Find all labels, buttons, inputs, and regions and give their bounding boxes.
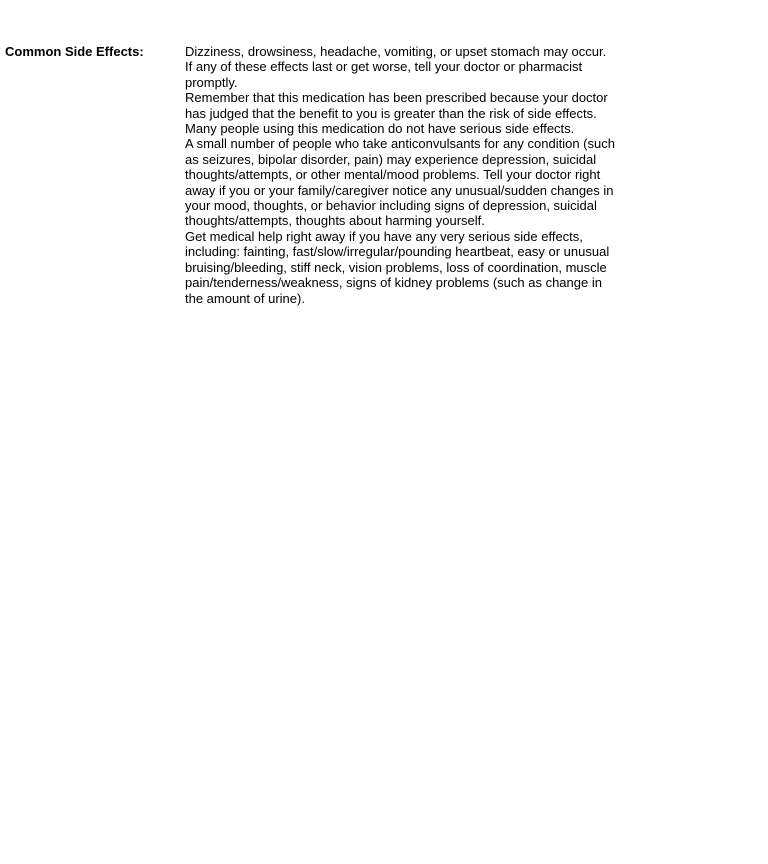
side-effects-paragraph: A small number of people who take anticonvulsants for any condition (such as seizures, bipolar disorder, pain) may experience depression, suicidal thoughts/attempts, or other mental/mood problems. Tell your doctor right away if you or your family/caregiver notice any unusual/sudden changes in your mood, thoughts, or behavior including signs of depression, suicidal thoughts/attempts, thoughts about harming yourself. — [185, 136, 615, 229]
side-effects-paragraph: Remember that this medication has been prescribed because your doctor has judged that the benefit to you is greater than the risk of side effects. Many people using this medication do not have serious side effects. — [185, 90, 608, 137]
side-effects-paragraph: Dizziness, drowsiness, headache, vomiting, or upset stomach may occur. If any of these effects last or get worse, tell your doctor or pharmacist promptly. — [185, 44, 607, 90]
side-effects-label: Common Side Effects: — [5, 44, 144, 59]
side-effects-paragraph: Get medical help right away if you have any very serious side effects, including: fainting, fast/slow/irregular/pounding heartbeat, easy or unusual bruising/bleeding, stiff neck, vision problems, loss of coordination, muscle pain/tenderness/weakness, signs of kidney problems (such as change in the amount of urine). — [185, 228, 610, 306]
side-effects-section — [5, 44, 625, 306]
side-effects-content — [185, 44, 615, 306]
